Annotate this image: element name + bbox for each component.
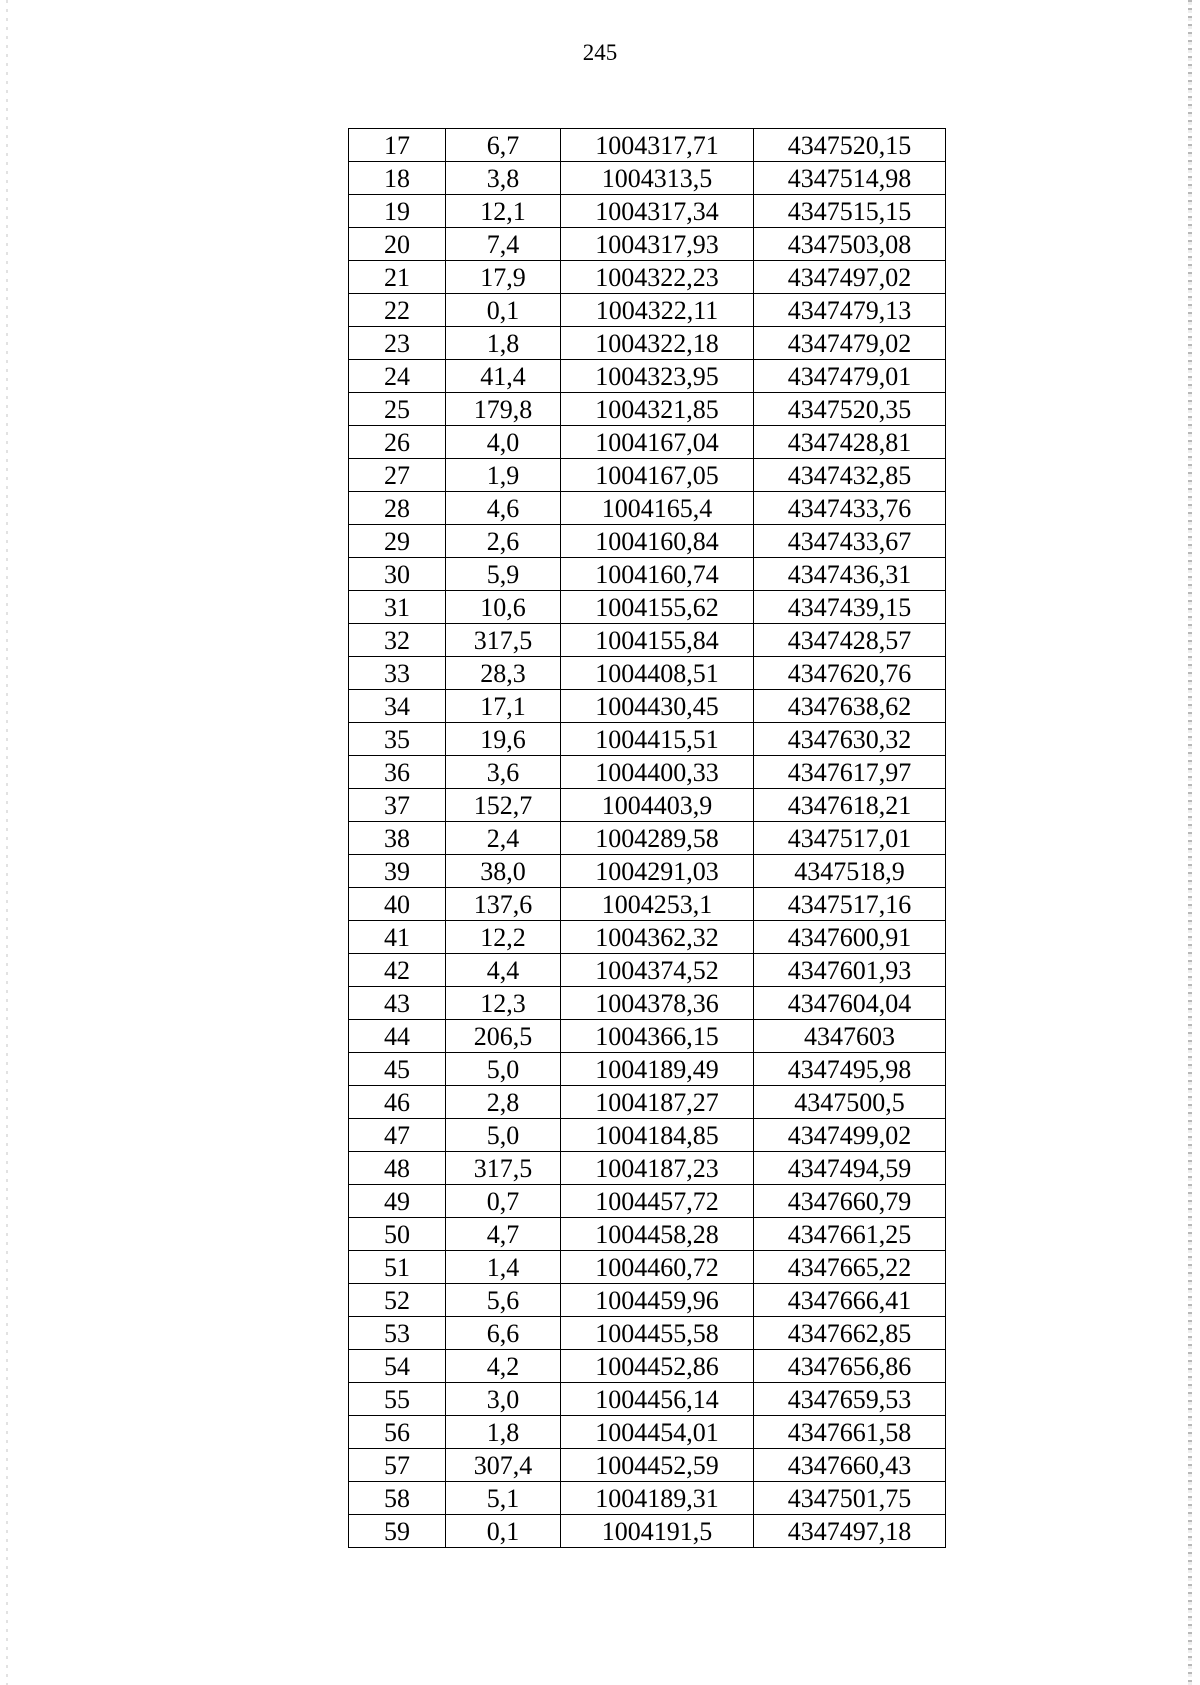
table-row: [349, 822, 946, 855]
page-number: 245: [582, 40, 618, 65]
y-coordinate-cell: 4347428,57: [754, 624, 946, 657]
x-coordinate-cell: 1004454,01: [561, 1416, 754, 1449]
y-coordinate-cell: 4347499,02: [754, 1119, 946, 1152]
y-coordinate-cell: 4347520,15: [754, 129, 946, 162]
y-coordinate-cell: 4347439,15: [754, 591, 946, 624]
x-coordinate-cell: 1004366,15: [561, 1020, 754, 1053]
distance-cell: 5,0: [446, 1053, 561, 1086]
x-coordinate-cell: 1004452,59: [561, 1449, 754, 1482]
y-coordinate-cell: 4347661,25: [754, 1218, 946, 1251]
table-row: [349, 1515, 946, 1548]
point-number-cell: 56: [349, 1416, 446, 1449]
point-number-cell: 22: [349, 294, 446, 327]
point-number-cell: 17: [349, 129, 446, 162]
distance-cell: 12,3: [446, 987, 561, 1020]
x-coordinate-cell: 1004160,74: [561, 558, 754, 591]
distance-cell: 5,0: [446, 1119, 561, 1152]
x-coordinate-cell: 1004452,86: [561, 1350, 754, 1383]
point-number-cell: 38: [349, 822, 446, 855]
x-coordinate-cell: 1004415,51: [561, 723, 754, 756]
table-row: [349, 1119, 946, 1152]
distance-cell: 1,8: [446, 1416, 561, 1449]
table-row: [349, 756, 946, 789]
table-row: [349, 195, 946, 228]
scan-edge-left: [6, 0, 8, 1685]
table-row: [349, 1053, 946, 1086]
x-coordinate-cell: 1004456,14: [561, 1383, 754, 1416]
y-coordinate-cell: 4347497,18: [754, 1515, 946, 1548]
y-coordinate-cell: 4347660,79: [754, 1185, 946, 1218]
x-coordinate-cell: 1004322,18: [561, 327, 754, 360]
x-coordinate-cell: 1004167,05: [561, 459, 754, 492]
table-row: [349, 162, 946, 195]
table-row: [349, 1086, 946, 1119]
distance-cell: 5,1: [446, 1482, 561, 1515]
y-coordinate-cell: 4347620,76: [754, 657, 946, 690]
x-coordinate-cell: 1004323,95: [561, 360, 754, 393]
distance-cell: 3,8: [446, 162, 561, 195]
x-coordinate-cell: 1004155,84: [561, 624, 754, 657]
distance-cell: 152,7: [446, 789, 561, 822]
table-row: [349, 129, 946, 162]
table-row: [349, 459, 946, 492]
point-number-cell: 59: [349, 1515, 446, 1548]
point-number-cell: 26: [349, 426, 446, 459]
x-coordinate-cell: 1004403,9: [561, 789, 754, 822]
x-coordinate-cell: 1004191,5: [561, 1515, 754, 1548]
y-coordinate-cell: 4347618,21: [754, 789, 946, 822]
distance-cell: 317,5: [446, 624, 561, 657]
distance-cell: 0,1: [446, 1515, 561, 1548]
y-coordinate-cell: 4347638,62: [754, 690, 946, 723]
y-coordinate-cell: 4347432,85: [754, 459, 946, 492]
table-row: [349, 624, 946, 657]
y-coordinate-cell: 4347518,9: [754, 855, 946, 888]
y-coordinate-cell: 4347601,93: [754, 954, 946, 987]
table-row: [349, 1383, 946, 1416]
y-coordinate-cell: 4347494,59: [754, 1152, 946, 1185]
point-number-cell: 51: [349, 1251, 446, 1284]
point-number-cell: 34: [349, 690, 446, 723]
y-coordinate-cell: 4347656,86: [754, 1350, 946, 1383]
distance-cell: 17,1: [446, 690, 561, 723]
table-row: [349, 294, 946, 327]
x-coordinate-cell: 1004458,28: [561, 1218, 754, 1251]
x-coordinate-cell: 1004167,04: [561, 426, 754, 459]
x-coordinate-cell: 1004189,31: [561, 1482, 754, 1515]
distance-cell: 4,4: [446, 954, 561, 987]
table-row: [349, 1449, 946, 1482]
point-number-cell: 45: [349, 1053, 446, 1086]
table-row: [349, 1218, 946, 1251]
table-row: [349, 1482, 946, 1515]
distance-cell: 2,8: [446, 1086, 561, 1119]
point-number-cell: 44: [349, 1020, 446, 1053]
distance-cell: 3,6: [446, 756, 561, 789]
table-row: [349, 1152, 946, 1185]
table-row: [349, 591, 946, 624]
distance-cell: 28,3: [446, 657, 561, 690]
distance-cell: 17,9: [446, 261, 561, 294]
x-coordinate-cell: 1004362,32: [561, 921, 754, 954]
y-coordinate-cell: 4347503,08: [754, 228, 946, 261]
table-row: [349, 558, 946, 591]
distance-cell: 137,6: [446, 888, 561, 921]
distance-cell: 6,6: [446, 1317, 561, 1350]
x-coordinate-cell: 1004317,34: [561, 195, 754, 228]
point-number-cell: 53: [349, 1317, 446, 1350]
distance-cell: 5,9: [446, 558, 561, 591]
point-number-cell: 55: [349, 1383, 446, 1416]
x-coordinate-cell: 1004430,45: [561, 690, 754, 723]
distance-cell: 317,5: [446, 1152, 561, 1185]
x-coordinate-cell: 1004155,62: [561, 591, 754, 624]
distance-cell: 38,0: [446, 855, 561, 888]
y-coordinate-cell: 4347603: [754, 1020, 946, 1053]
distance-cell: 3,0: [446, 1383, 561, 1416]
distance-cell: 0,7: [446, 1185, 561, 1218]
table-row: [349, 1020, 946, 1053]
point-number-cell: 33: [349, 657, 446, 690]
table-row: [349, 492, 946, 525]
distance-cell: 6,7: [446, 129, 561, 162]
x-coordinate-cell: 1004160,84: [561, 525, 754, 558]
y-coordinate-cell: 4347514,98: [754, 162, 946, 195]
x-coordinate-cell: 1004189,49: [561, 1053, 754, 1086]
point-number-cell: 29: [349, 525, 446, 558]
point-number-cell: 54: [349, 1350, 446, 1383]
x-coordinate-cell: 1004455,58: [561, 1317, 754, 1350]
distance-cell: 12,2: [446, 921, 561, 954]
distance-cell: 1,4: [446, 1251, 561, 1284]
x-coordinate-cell: 1004165,4: [561, 492, 754, 525]
table-row: [349, 921, 946, 954]
table-row: [349, 1251, 946, 1284]
point-number-cell: 35: [349, 723, 446, 756]
y-coordinate-cell: 4347479,01: [754, 360, 946, 393]
y-coordinate-cell: 4347604,04: [754, 987, 946, 1020]
point-number-cell: 48: [349, 1152, 446, 1185]
point-number-cell: 52: [349, 1284, 446, 1317]
point-number-cell: 40: [349, 888, 446, 921]
distance-cell: 206,5: [446, 1020, 561, 1053]
distance-cell: 2,6: [446, 525, 561, 558]
y-coordinate-cell: 4347661,58: [754, 1416, 946, 1449]
table-row: [349, 393, 946, 426]
x-coordinate-cell: 1004378,36: [561, 987, 754, 1020]
y-coordinate-cell: 4347433,67: [754, 525, 946, 558]
point-number-cell: 20: [349, 228, 446, 261]
x-coordinate-cell: 1004408,51: [561, 657, 754, 690]
table-row: [349, 789, 946, 822]
point-number-cell: 37: [349, 789, 446, 822]
y-coordinate-cell: 4347479,02: [754, 327, 946, 360]
point-number-cell: 39: [349, 855, 446, 888]
coordinates-table-body: [349, 129, 946, 1548]
table-row: [349, 327, 946, 360]
point-number-cell: 24: [349, 360, 446, 393]
distance-cell: 1,9: [446, 459, 561, 492]
x-coordinate-cell: 1004400,33: [561, 756, 754, 789]
y-coordinate-cell: 4347433,76: [754, 492, 946, 525]
x-coordinate-cell: 1004322,11: [561, 294, 754, 327]
table-row: [349, 1185, 946, 1218]
table-row: [349, 723, 946, 756]
point-number-cell: 28: [349, 492, 446, 525]
table-row: [349, 888, 946, 921]
y-coordinate-cell: 4347501,75: [754, 1482, 946, 1515]
point-number-cell: 25: [349, 393, 446, 426]
x-coordinate-cell: 1004459,96: [561, 1284, 754, 1317]
table-row: [349, 1284, 946, 1317]
x-coordinate-cell: 1004291,03: [561, 855, 754, 888]
distance-cell: 19,6: [446, 723, 561, 756]
y-coordinate-cell: 4347428,81: [754, 426, 946, 459]
table-row: [349, 426, 946, 459]
y-coordinate-cell: 4347520,35: [754, 393, 946, 426]
x-coordinate-cell: 1004253,1: [561, 888, 754, 921]
table-row: [349, 525, 946, 558]
table-row: [349, 1317, 946, 1350]
distance-cell: 12,1: [446, 195, 561, 228]
x-coordinate-cell: 1004322,23: [561, 261, 754, 294]
point-number-cell: 42: [349, 954, 446, 987]
y-coordinate-cell: 4347662,85: [754, 1317, 946, 1350]
point-number-cell: 58: [349, 1482, 446, 1515]
distance-cell: 7,4: [446, 228, 561, 261]
y-coordinate-cell: 4347630,32: [754, 723, 946, 756]
point-number-cell: 30: [349, 558, 446, 591]
point-number-cell: 18: [349, 162, 446, 195]
distance-cell: 179,8: [446, 393, 561, 426]
point-number-cell: 32: [349, 624, 446, 657]
point-number-cell: 21: [349, 261, 446, 294]
distance-cell: 5,6: [446, 1284, 561, 1317]
distance-cell: 10,6: [446, 591, 561, 624]
coordinates-table: [348, 128, 946, 1548]
y-coordinate-cell: 4347479,13: [754, 294, 946, 327]
point-number-cell: 23: [349, 327, 446, 360]
distance-cell: 4,2: [446, 1350, 561, 1383]
point-number-cell: 46: [349, 1086, 446, 1119]
y-coordinate-cell: 4347497,02: [754, 261, 946, 294]
table-row: [349, 855, 946, 888]
y-coordinate-cell: 4347495,98: [754, 1053, 946, 1086]
distance-cell: 41,4: [446, 360, 561, 393]
y-coordinate-cell: 4347659,53: [754, 1383, 946, 1416]
point-number-cell: 47: [349, 1119, 446, 1152]
table-row: [349, 360, 946, 393]
x-coordinate-cell: 1004317,93: [561, 228, 754, 261]
y-coordinate-cell: 4347660,43: [754, 1449, 946, 1482]
scan-edge-right: [1188, 0, 1192, 1685]
x-coordinate-cell: 1004184,85: [561, 1119, 754, 1152]
y-coordinate-cell: 4347666,41: [754, 1284, 946, 1317]
distance-cell: 4,7: [446, 1218, 561, 1251]
table-row: [349, 228, 946, 261]
point-number-cell: 19: [349, 195, 446, 228]
x-coordinate-cell: 1004374,52: [561, 954, 754, 987]
x-coordinate-cell: 1004460,72: [561, 1251, 754, 1284]
y-coordinate-cell: 4347665,22: [754, 1251, 946, 1284]
point-number-cell: 41: [349, 921, 446, 954]
x-coordinate-cell: 1004457,72: [561, 1185, 754, 1218]
x-coordinate-cell: 1004289,58: [561, 822, 754, 855]
table-row: [349, 261, 946, 294]
distance-cell: 2,4: [446, 822, 561, 855]
y-coordinate-cell: 4347517,01: [754, 822, 946, 855]
y-coordinate-cell: 4347617,97: [754, 756, 946, 789]
point-number-cell: 31: [349, 591, 446, 624]
distance-cell: 1,8: [446, 327, 561, 360]
point-number-cell: 27: [349, 459, 446, 492]
table-row: [349, 690, 946, 723]
x-coordinate-cell: 1004313,5: [561, 162, 754, 195]
distance-cell: 0,1: [446, 294, 561, 327]
table-row: [349, 987, 946, 1020]
table-row: [349, 657, 946, 690]
y-coordinate-cell: 4347600,91: [754, 921, 946, 954]
y-coordinate-cell: 4347515,15: [754, 195, 946, 228]
distance-cell: 4,0: [446, 426, 561, 459]
x-coordinate-cell: 1004321,85: [561, 393, 754, 426]
point-number-cell: 57: [349, 1449, 446, 1482]
y-coordinate-cell: 4347436,31: [754, 558, 946, 591]
distance-cell: 307,4: [446, 1449, 561, 1482]
x-coordinate-cell: 1004187,23: [561, 1152, 754, 1185]
y-coordinate-cell: 4347500,5: [754, 1086, 946, 1119]
table-row: [349, 954, 946, 987]
y-coordinate-cell: 4347517,16: [754, 888, 946, 921]
x-coordinate-cell: 1004187,27: [561, 1086, 754, 1119]
point-number-cell: 43: [349, 987, 446, 1020]
x-coordinate-cell: 1004317,71: [561, 129, 754, 162]
point-number-cell: 36: [349, 756, 446, 789]
point-number-cell: 49: [349, 1185, 446, 1218]
table-row: [349, 1350, 946, 1383]
table-row: [349, 1416, 946, 1449]
point-number-cell: 50: [349, 1218, 446, 1251]
distance-cell: 4,6: [446, 492, 561, 525]
